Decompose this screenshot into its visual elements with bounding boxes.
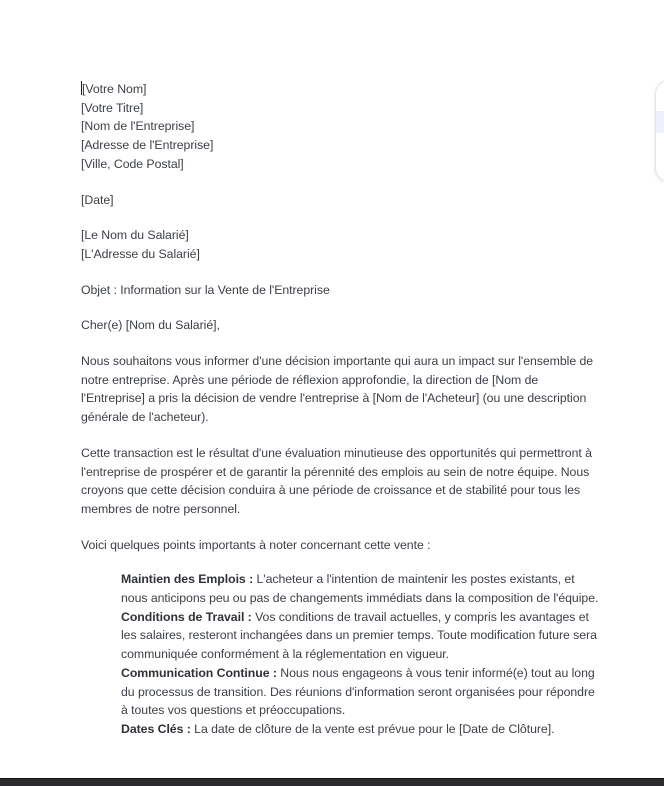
key-point (121, 570, 601, 607)
key-point-text: Vos conditions de travail actuelles, y compris les avantages et les salaires, resteront inchangées dans un premier temps. Toute modification future sera communiquée conformément à la réglementation en vigueur. (121, 609, 597, 662)
key-point-heading: Maintien des Emplois : (121, 572, 254, 587)
key-points-list (121, 570, 601, 738)
recipient-block (81, 226, 601, 263)
key-point (121, 720, 601, 739)
sender-title: [Votre Titre] (81, 100, 144, 115)
side-popup-card[interactable] (655, 80, 664, 182)
key-point-heading: Conditions de Travail : (121, 609, 252, 624)
key-point-text: L'acheteur a l'intention de maintenir les postes existants, et nous anticipons peu ou pas de changements immédiats dans la composition de l'équipe. (121, 572, 599, 606)
key-point-heading: Communication Continue : (121, 665, 277, 680)
key-point-heading: Dates Clés : (121, 721, 191, 736)
key-point (121, 608, 601, 664)
key-point (121, 664, 601, 720)
letter-salutation: Cher(e) [Nom du Salarié], (81, 318, 220, 333)
document-body[interactable] (81, 80, 601, 739)
recipient-address: [L'Adresse du Salarié] (81, 246, 200, 261)
side-popup-highlighted-item[interactable] (656, 111, 664, 133)
letter-date: [Date] (81, 192, 114, 207)
key-point-text: La date de clôture de la vente est prévue pour le [Date de Clôture]. (190, 721, 555, 736)
sender-block (81, 80, 601, 174)
paragraph-points-intro: Voici quelques points importants à noter concernant cette vente : (81, 537, 431, 552)
paragraph-transaction: Cette transaction est le résultat d'une évaluation minutieuse des opportunités qui permettront à l'entreprise de prospérer et de garantir la pérennité des emplois au sein de notre équipe. Nous croyons que cette décision conduira à une période de croissance et de stabilité pour tous les membres de notre personnel. (81, 445, 592, 516)
sender-name: [Votre Nom] (82, 82, 147, 96)
recipient-name: [Le Nom du Salarié] (81, 228, 189, 243)
sender-name-line (81, 80, 601, 99)
paragraph-intro: Nous souhaitons vous informer d'une décision importante qui aura un impact sur l'ensemble de notre entreprise. Après une période de réflexion approfondie, la direction de [Nom de l'Entreprise] a pris la décision de vendre l'entreprise à [Nom de l'Acheteur] (ou une description générale de l'acheteur). (81, 354, 594, 425)
letter-subject: Objet : Information sur la Vente de l'Entreprise (81, 282, 330, 297)
sender-address: [Adresse de l'Entreprise] (81, 138, 214, 153)
sender-city: [Ville, Code Postal] (81, 156, 184, 171)
key-point-text: Nous nous engageons à vous tenir informé(e) tout au long du processus de transition. Des réunions d'information seront organisées pour répondre à toutes vos questions et préoccupations. (121, 665, 595, 718)
sender-company: [Nom de l'Entreprise] (81, 119, 195, 134)
